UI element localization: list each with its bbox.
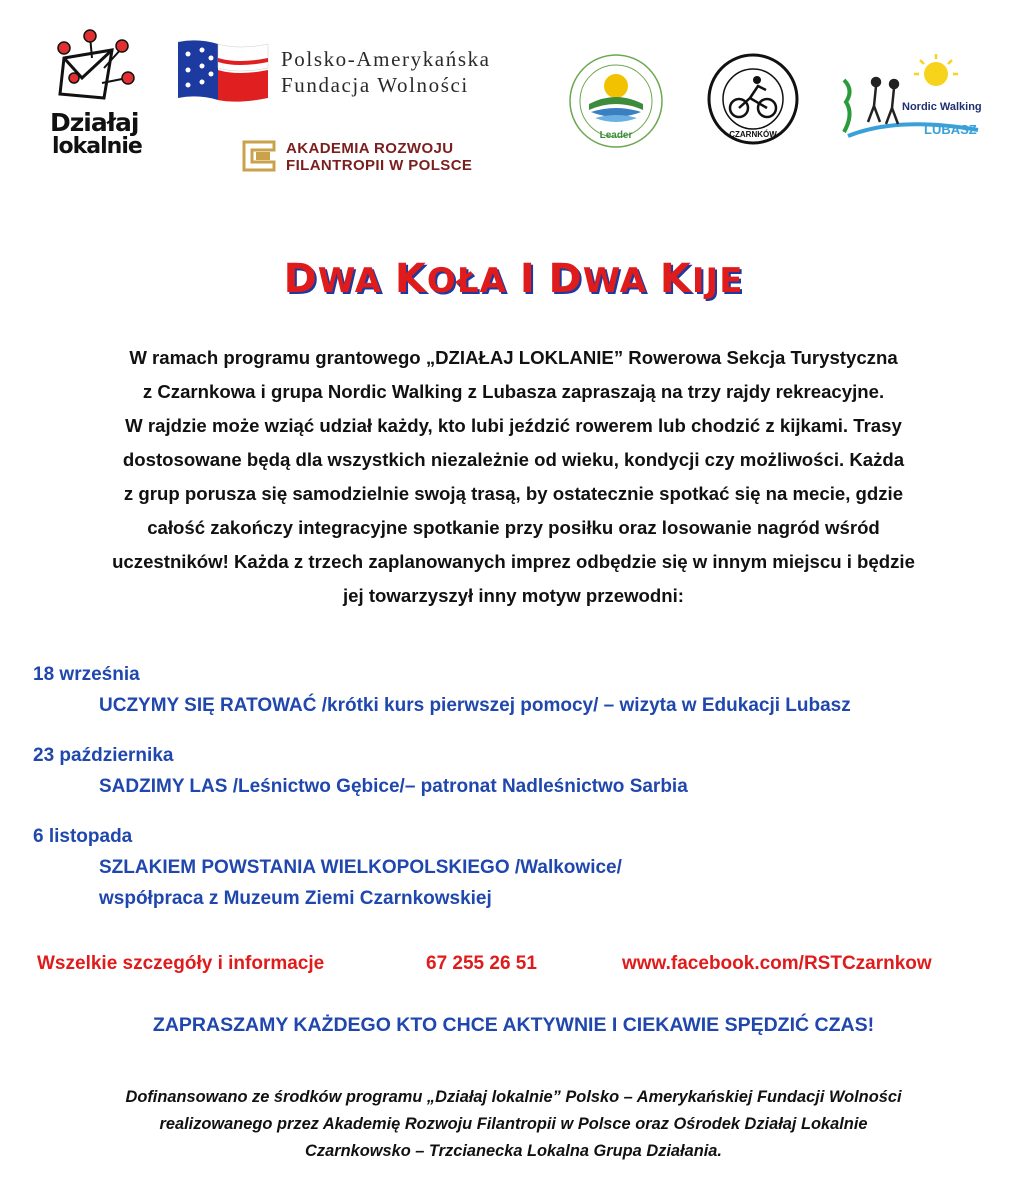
rst-czarnkow-logo (706, 52, 801, 147)
title-text: WA (317, 261, 383, 301)
intro-line: z Czarnkowa i grupa Nordic Walking z Lubasza zapraszają na trzy rajdy rekreacyjne. (142, 381, 885, 402)
title-text: OŁA (426, 261, 507, 301)
intro-line: W rajdzie może wziąć udział każdy, kto lubi jeździć rowerem lub chodzić z kijkami. Trasy (125, 415, 902, 436)
intro-line: jej towarzyszył inny motyw przewodni: (343, 585, 684, 606)
footer-line: Czarnkowsko – Trzcianecka Lokalna Grupa Działania. (305, 1142, 722, 1160)
cyclist-icon (706, 52, 801, 147)
leader-emblem-icon (567, 52, 665, 150)
title-letter: D (283, 256, 318, 302)
page-title (0, 256, 1027, 302)
dzialaj-logo-line1: Działaj (50, 108, 139, 137)
title-letter: K (394, 256, 427, 302)
leader-logo-label: Leader (599, 130, 633, 141)
dzialaj-logo-line2: lokalnie (52, 134, 142, 159)
flowers-icon (42, 28, 147, 108)
arfp-mark-icon (240, 138, 280, 174)
pafw-logo-line1: Polsko-Amerykańska (281, 47, 491, 71)
nordic-logo-line2: LUBASZ (924, 122, 977, 137)
contact-label: Wszelkie szczegóły i informacje (37, 953, 325, 974)
flag-icon (178, 40, 273, 105)
title-text: WA (582, 261, 648, 301)
footer-line: realizowanego przez Akademię Rozwoju Filantropii w Polsce oraz Ośrodek Działaj Lokalnie (159, 1115, 868, 1133)
leader-logo (567, 52, 665, 150)
intro-line: W ramach programu grantowego „DZIAŁAJ LOKLANIE” Rowerowa Sekcja Turystyczna (129, 347, 898, 368)
event-date: 18 września (33, 664, 140, 685)
title-text: IJE (691, 261, 744, 301)
title-letter: D (548, 256, 583, 302)
title-letter: K (659, 256, 692, 302)
intro-paragraph (20, 341, 1007, 613)
invitation-banner: ZAPRASZAMY KAŻDEGO KTO CHCE AKTYWNIE I CIEKAWIE SPĘDZIĆ CZAS! (152, 1014, 875, 1036)
title-letter: I (519, 256, 536, 302)
event-description: SZLAKIEM POWSTANIA WIELKOPOLSKIEGO /Walkowice/ (99, 857, 622, 878)
arfp-logo-line2: FILANTROPII W POLSCE (286, 157, 473, 174)
event-description: SADZIMY LAS /Leśnictwo Gębice/– patronat Nadleśnictwo Sarbia (99, 776, 688, 797)
intro-line: całość zakończy integracyjne spotkanie przy posiłku oraz losowanie nagród wśród (147, 517, 880, 538)
contact-phone[interactable]: 67 255 26 51 (426, 953, 537, 974)
intro-line: z grup porusza się samodzielnie swoją trasą, by ostatecznie spotkać się na mecie, gdzie (123, 483, 904, 504)
event-date: 23 października (33, 745, 174, 766)
intro-line: dostosowane będą dla wszystkich niezależnie od wieku, kondycji czy możliwości. Każda (122, 449, 905, 470)
footer-line: Dofinansowano ze środków programu „Działaj lokalnie” Polsko – Amerykańskiej Fundacji Wolności (125, 1088, 902, 1106)
event-date: 6 listopada (33, 826, 133, 847)
rst-logo-label: CZARNKÓW (729, 130, 777, 139)
arfp-logo-line1: AKADEMIA ROZWOJU (286, 140, 454, 157)
nordic-logo-line1: Nordic Walking (902, 101, 982, 113)
pafw-logo (178, 40, 538, 110)
pafw-logo-line2: Fundacja Wolności (281, 73, 469, 97)
event-description: współpraca z Muzeum Ziemi Czarnkowskiej (99, 888, 492, 909)
dzialaj-lokalnie-logo (42, 28, 147, 168)
facebook-link[interactable]: www.facebook.com/RSTCzarnkow (622, 953, 932, 974)
event-description: UCZYMY SIĘ RATOWAĆ /krótki kurs pierwszej pomocy/ – wizyta w Edukacji Lubasz (99, 695, 851, 716)
intro-line: uczestników! Każda z trzech zaplanowanych imprez odbędzie się w innym miejscu i będzie (112, 551, 915, 572)
arfp-logo (240, 138, 520, 178)
funding-footer (0, 1084, 1027, 1165)
walkers-sun-icon (838, 52, 988, 144)
nordic-walking-logo (838, 52, 988, 144)
